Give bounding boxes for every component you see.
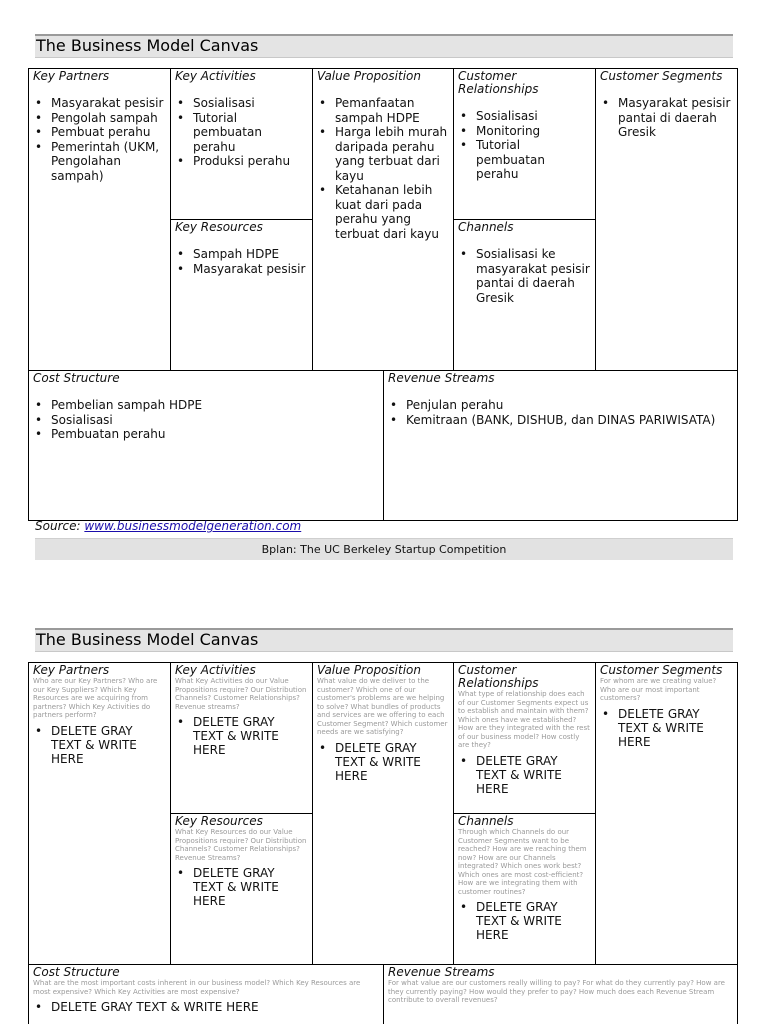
canvas1-grid: [28, 68, 738, 521]
bullet-item: • Tutorial pembuatan perahu: [458, 138, 591, 182]
c2-cost-structure-list[interactable]: [33, 1000, 379, 1014]
source-label: Source:: [35, 519, 81, 533]
bullet-item: • Sosialisasi: [33, 413, 379, 428]
bullet-item: • Pengolah sampah: [33, 111, 166, 126]
c1-customer-relationships: [454, 69, 596, 220]
bullet-item[interactable]: • DELETE GRAY TEXT & WRITE HERE: [600, 707, 733, 749]
bullet-item: • Sampah HDPE: [175, 247, 308, 262]
canvas1-title: The Business Model Canvas: [35, 34, 733, 58]
c2-channels-hint: Through which Channels do our Customer Segments want to be reached? How are we reaching them now? How are our Channels integrated? Which ones work best? Which ones are most cost-efficient? How are we integrating them with customer routines?: [458, 828, 587, 896]
c1-cost-structure-list: [33, 398, 379, 442]
c2-customer-segments: [596, 663, 737, 965]
footer-caption: Bplan: The UC Berkeley Startup Competition: [35, 538, 733, 560]
c2-value-proposition-header: Value Proposition: [317, 663, 421, 677]
source-line: [35, 519, 301, 533]
c1-revenue-streams-header: Revenue Streams: [388, 371, 495, 385]
bullet-item[interactable]: • DELETE GRAY TEXT & WRITE HERE: [33, 724, 166, 766]
c1-key-partners-list: [33, 96, 166, 183]
c2-key-activities-list[interactable]: [175, 715, 308, 757]
bullet-item: • Pembuat perahu: [33, 125, 166, 140]
bullet-item: • Ketahanan lebih kuat dari pada perahu yang terbuat dari kayu: [317, 183, 449, 241]
c1-revenue-streams-list: [388, 398, 733, 427]
bullet-item: • Pembelian sampah HDPE: [33, 398, 379, 413]
c2-customer-relationships-header: Customer Relationships: [458, 663, 539, 690]
bullet-item[interactable]: • DELETE GRAY TEXT & WRITE HERE: [175, 866, 308, 908]
c2-cost-structure: [29, 965, 384, 1024]
c2-cost-structure-hint: What are the most important costs inherent in our business model? Which Key Resources are most expensive? Which Key Activities are most expensive?: [33, 979, 361, 996]
c1-key-resources-header: Key Resources: [175, 220, 263, 234]
c2-customer-segments-hint: For whom are we creating value? Who are our most important customers?: [600, 677, 717, 702]
c2-customer-relationships-hint: What type of relationship does each of our Customer Segments expect us to establish and maintain with them? Which ones have we established? How are they integrated with the rest of our business model? How costly are they?: [458, 690, 590, 749]
bullet-item: • Produksi perahu: [175, 154, 308, 169]
c1-value-proposition-header: Value Proposition: [317, 69, 421, 83]
c1-revenue-streams: [384, 371, 737, 520]
c1-channels: [454, 220, 596, 371]
c1-key-activities: [171, 69, 313, 220]
bullet-item: • Pemerintah (UKM, Pengolahan sampah): [33, 140, 166, 184]
c1-key-resources-list: [175, 247, 308, 276]
bullet-item: • Sosialisasi ke masyarakat pesisir pantai di daerah Gresik: [458, 247, 591, 305]
c1-customer-relationships-list: [458, 109, 591, 182]
c2-value-proposition-list[interactable]: [317, 741, 449, 783]
c2-revenue-streams-hint: For what value are our customers really willing to pay? For what do they currently pay? How are they currently paying? How would they prefer to pay? How much does each Revenue Stream contribute to overall revenues?: [388, 979, 725, 1004]
c1-cost-structure-header: Cost Structure: [33, 371, 120, 385]
c1-channels-list: [458, 247, 591, 305]
c1-customer-segments: [596, 69, 737, 371]
c2-customer-segments-header: Customer Segments: [600, 663, 723, 677]
c2-key-activities: [171, 663, 313, 814]
bullet-item[interactable]: • DELETE GRAY TEXT & WRITE HERE: [458, 754, 591, 796]
c1-key-activities-list: [175, 96, 308, 169]
c2-customer-segments-list[interactable]: [600, 707, 733, 749]
source-link[interactable]: www.businessmodelgeneration.com: [84, 519, 302, 533]
c2-key-activities-hint: What Key Activities do our Value Propositions require? Our Distribution Channels? Customer Relationships? Revenue streams?: [175, 677, 307, 711]
c2-key-activities-header: Key Activities: [175, 663, 256, 677]
c2-key-resources-header: Key Resources: [175, 814, 263, 828]
c2-revenue-streams: [384, 965, 737, 1024]
bullet-item: • Pembuatan perahu: [33, 427, 379, 442]
c1-cost-structure: [29, 371, 384, 520]
c2-key-resources-list[interactable]: [175, 866, 308, 908]
c1-customer-segments-list: [600, 96, 733, 140]
canvas2-title: The Business Model Canvas: [35, 628, 733, 652]
c2-customer-relationships: [454, 663, 596, 814]
c2-channels: [454, 814, 596, 965]
canvas2-grid: [28, 662, 738, 1024]
c1-customer-segments-header: Customer Segments: [600, 69, 723, 83]
c1-key-resources: [171, 220, 313, 371]
c2-cost-structure-header: Cost Structure: [33, 965, 120, 979]
c2-key-partners-hint: Who are our Key Partners? Who are our Key Suppliers? Which Key Resources are we acquiring from partners? Which Key Activities do partners perform?: [33, 677, 158, 719]
c1-key-partners-header: Key Partners: [33, 69, 110, 83]
bullet-item: • Masyarakat pesisir pantai di daerah Gresik: [600, 96, 733, 140]
c1-value-proposition-list: [317, 96, 449, 241]
bullet-item: • Masyarakat pesisir: [33, 96, 166, 111]
c1-key-partners: [29, 69, 171, 371]
c1-channels-header: Channels: [458, 220, 514, 234]
bullet-item: • Kemitraan (BANK, DISHUB, dan DINAS PARIWISATA): [388, 413, 733, 428]
bullet-item: • Sosialisasi: [175, 96, 308, 111]
bullet-item: • Penjulan perahu: [388, 398, 733, 413]
c2-channels-header: Channels: [458, 814, 514, 828]
c1-key-activities-header: Key Activities: [175, 69, 256, 83]
bullet-item: • Masyarakat pesisir: [175, 262, 308, 277]
c2-key-partners-header: Key Partners: [33, 663, 110, 677]
c2-value-proposition: [313, 663, 454, 965]
bullet-item: • Monitoring: [458, 124, 591, 139]
bullet-item: • Tutorial pembuatan perahu: [175, 111, 308, 155]
bullet-item: • Pemanfaatan sampah HDPE: [317, 96, 449, 125]
c2-revenue-streams-header: Revenue Streams: [388, 965, 495, 979]
c2-customer-relationships-list[interactable]: [458, 754, 591, 796]
bullet-item: • Harga lebih murah daripada perahu yang terbuat dari kayu: [317, 125, 449, 183]
bullet-item[interactable]: • DELETE GRAY TEXT & WRITE HERE: [317, 741, 449, 783]
bullet-item[interactable]: • DELETE GRAY TEXT & WRITE HERE: [175, 715, 308, 757]
c2-key-resources-hint: What Key Resources do our Value Propositions require? Our Distribution Channels? Customer Relationships? Revenue Streams?: [175, 828, 307, 862]
c2-key-partners-list[interactable]: [33, 724, 166, 766]
c2-key-partners: [29, 663, 171, 965]
c2-value-proposition-hint: What value do we deliver to the customer? Which one of our customer's problems are we helping to solve? What bundles of products and services are we offering to each Customer Segment? Which customer needs are we satisfying?: [317, 677, 448, 736]
bullet-item[interactable]: • DELETE GRAY TEXT & WRITE HERE: [33, 1000, 379, 1014]
bullet-item: • Sosialisasi: [458, 109, 591, 124]
c1-value-proposition: [313, 69, 454, 371]
c1-customer-relationships-header: Customer Relationships: [458, 69, 539, 96]
bullet-item[interactable]: • DELETE GRAY TEXT & WRITE HERE: [458, 900, 591, 942]
c2-key-resources: [171, 814, 313, 965]
c2-channels-list[interactable]: [458, 900, 591, 942]
